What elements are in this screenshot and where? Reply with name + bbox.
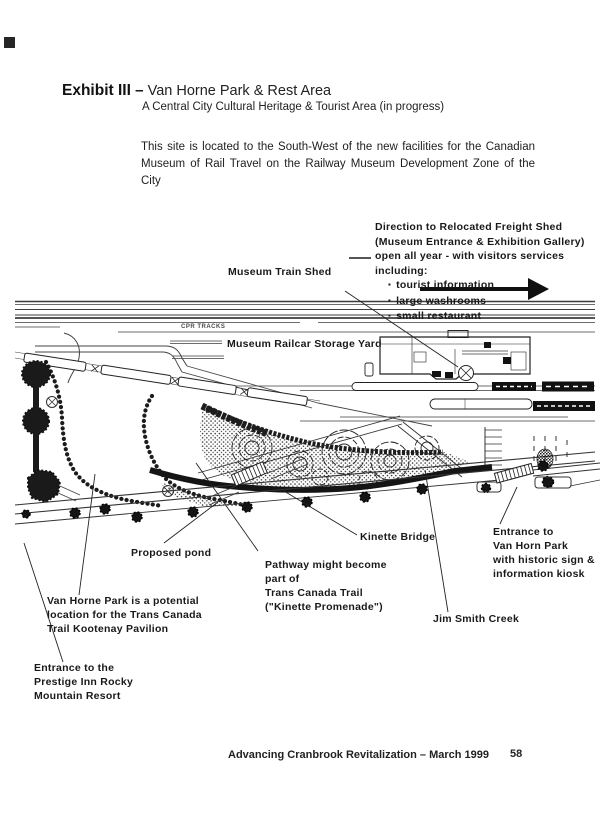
page-title: Exhibit III – Van Horne Park & Rest Area [62,82,332,99]
label-storage-yard: Museum Railcar Storage Yard [227,338,382,350]
info-bullet: ▪ small restaurant [388,310,482,322]
train-railcars [24,353,308,406]
storage-yard-railcars [352,382,595,412]
bullet-square-icon: ▪ [388,295,392,305]
direction-info-box [375,220,600,325]
label-cpr-tracks: CPR TRACKS [181,324,226,330]
label-entrance-van-horn: Entrance to Van Horn Park with historic sign & information kiosk [493,526,595,580]
info-line: (Museum Entrance & Exhibition Gallery) [375,235,585,248]
label-jim-smith-creek: Jim Smith Creek [433,613,520,625]
exhibit-name: Van Horne Park & Rest Area [147,83,332,99]
info-line: open all year - with visitors services including: [375,250,565,277]
freight-shed-building [365,331,530,380]
info-bullet: ▪ large washrooms [388,294,487,307]
footer-text: Advancing Cranbrook Revitalization – March 1999 [228,749,490,761]
garden-plot-marks [485,427,567,468]
bullet-square-icon: ▪ [388,311,392,320]
label-entrance-prestige: Entrance to the Prestige Inn Rocky Mountain Resort [34,662,134,702]
info-line: Direction to Relocated Freight Shed [375,221,563,233]
label-pathway: Pathway might become part of Trans Canada Trail ("Kinette Promenade") [265,559,387,613]
label-museum-train-shed: Museum Train Shed [228,266,332,278]
page-subtitle: A Central City Cultural Heritage & Tourist Area (in progress) [142,101,445,113]
turntable-icon [459,366,474,381]
entrance-walkway-hatch [494,464,533,483]
info-bullet: ▪ tourist information [388,279,495,291]
exhibit-number: Exhibit III [62,82,131,99]
bullet-square-icon: ▪ [388,280,392,289]
label-van-horne-potential: Van Horne Park is a potential location for the Trans Canada Trail Kootenay Pavilion [47,595,202,635]
label-kinette-bridge: Kinette Bridge [360,531,436,543]
roadside-pads [477,477,571,492]
intro-paragraph: This site is located to the South-West of the new facilities for the Canadian Museum of Rail Travel on the Railway Museum Development Zone of the City [141,141,535,187]
label-proposed-pond: Proposed pond [131,547,212,559]
specimen-tree-icon [47,397,174,497]
tree-right-entrance [537,449,553,469]
page-number: 58 [510,748,523,760]
